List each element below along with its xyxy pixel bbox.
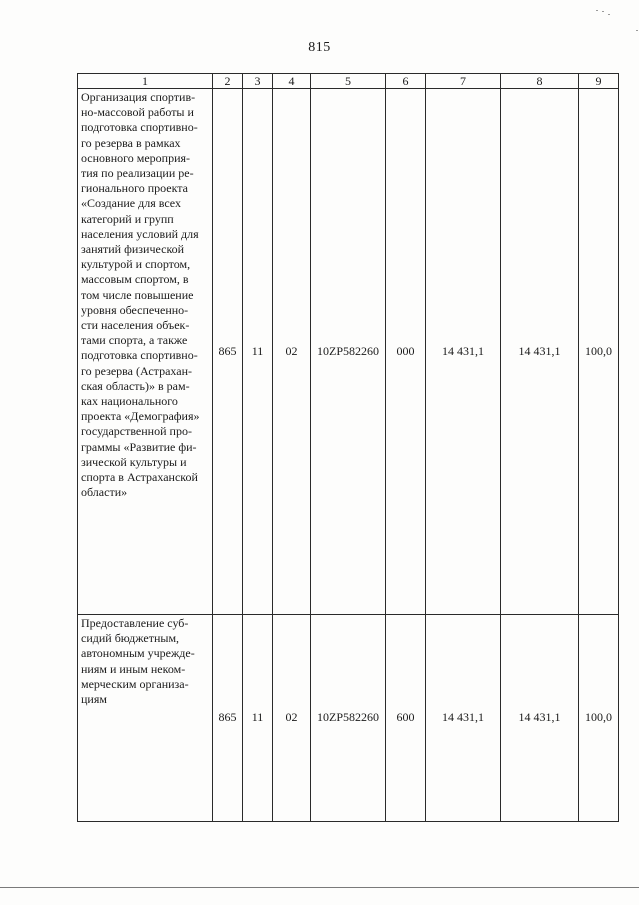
expense-type-cell: 000 [386,89,426,615]
ministry-code-cell: 865 [213,89,243,615]
subsection-code-cell: 02 [273,615,311,822]
percent-cell: 100,0 [579,615,619,822]
target-article-cell: 10ZP582260 [311,89,386,615]
row-name-cell: Организация спортив- но-массовой работы и подготовка спортивно- го резерва в рамках основного мероприя- тия по реализации ре- гионального проекта «Создание для всех категорий и групп населения условий для занятий физической культурой и спортом, массовым спортом, в том числе повышение уровня обеспеченно- сти населения объек- тами спорта, а также подготовка спортивно- го резерва (Астрахан- ская область)» в рам- ках национального проекта «Демография» государственной про- граммы «Развитие фи- зической культуры и спорта в Астраханской области» [78,89,213,615]
column-header-7: 7 [426,74,501,89]
scan-bottom-edge [0,887,639,888]
subsection-code-cell: 02 [273,89,311,615]
section-code-cell: 11 [243,89,273,615]
scan-speck [636,30,638,31]
section-code-cell: 11 [243,615,273,822]
column-header-2: 2 [213,74,243,89]
column-header-9: 9 [579,74,619,89]
column-header-5: 5 [311,74,386,89]
column-header-4: 4 [273,74,311,89]
expense-type-cell: 600 [386,615,426,822]
scan-speck [596,10,598,11]
row-name-cell: Предоставление суб- сидий бюджетным, автономным учрежде- ниям и иным неком- мерческим организа- циям [78,615,213,822]
table-row [78,89,619,615]
page-number: 815 [308,40,331,55]
budget-table [77,73,619,822]
amount-executed-cell: 14 431,1 [501,89,579,615]
scan-speck [608,14,610,15]
table-header-row [78,74,619,89]
column-header-3: 3 [243,74,273,89]
amount-executed-cell: 14 431,1 [501,615,579,822]
column-header-6: 6 [386,74,426,89]
column-header-1: 1 [78,74,213,89]
table-row [78,615,619,822]
scan-speck [602,11,604,12]
amount-planned-cell: 14 431,1 [426,89,501,615]
amount-planned-cell: 14 431,1 [426,615,501,822]
target-article-cell: 10ZP582260 [311,615,386,822]
ministry-code-cell: 865 [213,615,243,822]
column-header-8: 8 [501,74,579,89]
percent-cell: 100,0 [579,89,619,615]
